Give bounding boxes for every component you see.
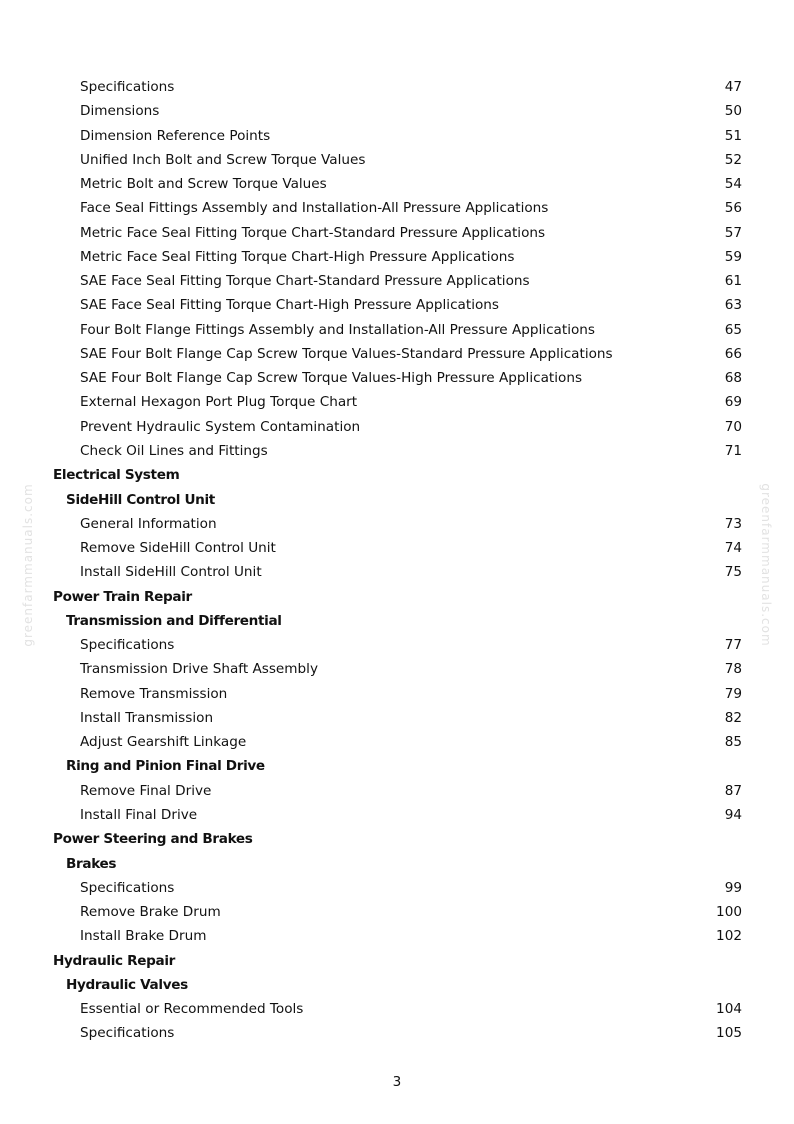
- toc-page-number: 104: [716, 1001, 742, 1018]
- toc-section-heading: [0, 463, 794, 487]
- toc-page-number: 65: [724, 321, 742, 338]
- toc-entry: [0, 997, 794, 1021]
- toc-title: Remove Final Drive: [80, 782, 212, 799]
- toc-entry: [0, 366, 794, 390]
- toc-subsection-heading: [0, 973, 794, 997]
- toc-page-number: 85: [724, 734, 742, 751]
- toc-entry: [0, 512, 794, 536]
- toc-entry: [0, 415, 794, 439]
- toc-page-number: 75: [724, 564, 742, 581]
- toc-title: Essential or Recommended Tools: [80, 1001, 304, 1018]
- toc-title: Face Seal Fittings Assembly and Installation-All Pressure Applications: [80, 200, 549, 217]
- toc-title: Ring and Pinion Final Drive: [66, 758, 265, 775]
- toc-entry: [0, 293, 794, 317]
- toc-entry: [0, 172, 794, 196]
- toc-entry: [0, 900, 794, 924]
- toc-title: External Hexagon Port Plug Torque Chart: [80, 394, 358, 411]
- toc-entry: [0, 221, 794, 245]
- toc-title: SAE Four Bolt Flange Cap Screw Torque Values-Standard Pressure Applications: [80, 345, 613, 362]
- toc-page-number: 102: [716, 928, 742, 945]
- toc-title: Hydraulic Valves: [66, 976, 188, 993]
- toc-entry: [0, 730, 794, 754]
- toc-entry: [0, 560, 794, 584]
- toc-entry: [0, 124, 794, 148]
- toc-subsection-heading: [0, 609, 794, 633]
- toc-title: SideHill Control Unit: [66, 491, 215, 508]
- toc-page-number: 78: [724, 661, 742, 678]
- toc-page-number: 69: [724, 394, 742, 411]
- toc-section-heading: [0, 827, 794, 851]
- toc-page-number: 99: [724, 879, 742, 896]
- toc-page-number: 74: [724, 540, 742, 557]
- toc-page-number: 82: [724, 709, 742, 726]
- toc-title: Unified Inch Bolt and Screw Torque Values: [80, 151, 366, 168]
- toc-title: Dimension Reference Points: [80, 127, 271, 144]
- toc-page-number: 54: [724, 176, 742, 193]
- toc-title: Transmission Drive Shaft Assembly: [80, 661, 318, 678]
- toc-page-number: 59: [724, 248, 742, 265]
- toc-title: Metric Bolt and Screw Torque Values: [80, 176, 327, 193]
- toc-entry: [0, 876, 794, 900]
- toc-entry: [0, 536, 794, 560]
- toc-entry: [0, 390, 794, 414]
- toc-entry: [0, 779, 794, 803]
- toc-page-number: 47: [724, 79, 742, 95]
- toc-page-number: 52: [724, 151, 742, 168]
- toc-title: Four Bolt Flange Fittings Assembly and Installation-All Pressure Applications: [80, 321, 596, 338]
- toc-page-number: 77: [724, 637, 742, 654]
- toc-entry: [0, 1021, 794, 1045]
- toc-page-number: 61: [724, 273, 742, 290]
- toc-title: Adjust Gearshift Linkage: [80, 734, 247, 751]
- toc-title: Transmission and Differential: [66, 612, 282, 629]
- toc-entry: [0, 342, 794, 366]
- toc-entry: [0, 439, 794, 463]
- toc-page-number: 94: [724, 806, 742, 823]
- toc-page-number: 79: [724, 685, 742, 702]
- toc-title: SAE Face Seal Fitting Torque Chart-High Pressure Applications: [80, 297, 499, 314]
- toc-entry: [0, 269, 794, 293]
- toc-page-number: 63: [724, 297, 742, 314]
- watermark-left: greenfarmmanuals.com: [21, 483, 35, 647]
- toc-title: Metric Face Seal Fitting Torque Chart-High Pressure Applications: [80, 248, 515, 265]
- toc-entry: [0, 657, 794, 681]
- toc-title: Install Final Drive: [80, 806, 198, 823]
- toc-section-heading: [0, 585, 794, 609]
- toc-title: Specifications: [80, 79, 175, 95]
- toc-page-number: 100: [716, 904, 742, 921]
- toc-entry: [0, 99, 794, 123]
- toc-entry: [0, 706, 794, 730]
- toc-title: Specifications: [80, 637, 175, 654]
- toc-title: Remove SideHill Control Unit: [80, 540, 276, 557]
- toc-title: Install Transmission: [80, 709, 214, 726]
- toc-title: Power Train Repair: [53, 588, 192, 605]
- toc-page-number: 105: [716, 1025, 742, 1042]
- toc-title: Install SideHill Control Unit: [80, 564, 262, 581]
- toc-title: Specifications: [80, 879, 175, 896]
- toc-title: SAE Four Bolt Flange Cap Screw Torque Values-High Pressure Applications: [80, 370, 583, 387]
- toc-entry: [0, 318, 794, 342]
- toc-page-number: 71: [724, 442, 742, 459]
- toc-title: Prevent Hydraulic System Contamination: [80, 418, 361, 435]
- toc-page-number: 68: [724, 370, 742, 387]
- toc-title: Electrical System: [53, 467, 180, 484]
- toc-title: Hydraulic Repair: [53, 952, 175, 969]
- toc-page-number: 56: [724, 200, 742, 217]
- toc-title: Specifications: [80, 1025, 175, 1042]
- toc-entry: [0, 924, 794, 948]
- toc-entry: [0, 803, 794, 827]
- toc-title: Metric Face Seal Fitting Torque Chart-Standard Pressure Applications: [80, 224, 546, 241]
- toc-page-number: 87: [724, 782, 742, 799]
- table-of-contents: [0, 75, 794, 1046]
- toc-page-number: 51: [724, 127, 742, 144]
- toc-entry: [0, 633, 794, 657]
- toc-subsection-heading: [0, 754, 794, 778]
- toc-title: SAE Face Seal Fitting Torque Chart-Standard Pressure Applications: [80, 273, 530, 290]
- toc-section-heading: [0, 949, 794, 973]
- toc-title: Check Oil Lines and Fittings: [80, 442, 268, 459]
- toc-page-number: 66: [724, 345, 742, 362]
- toc-entry: [0, 682, 794, 706]
- toc-page-number: 70: [724, 418, 742, 435]
- toc-entry: [0, 148, 794, 172]
- toc-title: Install Brake Drum: [80, 928, 207, 945]
- page-number: 3: [392, 1074, 402, 1090]
- toc-page-number: 73: [724, 515, 742, 532]
- toc-title: Dimensions: [80, 103, 160, 120]
- toc-page-number: 50: [724, 103, 742, 120]
- toc-subsection-heading: [0, 488, 794, 512]
- toc-subsection-heading: [0, 852, 794, 876]
- toc-title: Remove Transmission: [80, 685, 228, 702]
- toc-title: General Information: [80, 515, 217, 532]
- toc-entry: [0, 75, 794, 99]
- toc-entry: [0, 245, 794, 269]
- toc-page-number: 57: [724, 224, 742, 241]
- toc-title: Brakes: [66, 855, 117, 872]
- toc-title: Remove Brake Drum: [80, 904, 221, 921]
- toc-title: Power Steering and Brakes: [53, 831, 253, 848]
- toc-entry: [0, 196, 794, 220]
- watermark-right: greenfarmmanuals.com: [759, 483, 773, 647]
